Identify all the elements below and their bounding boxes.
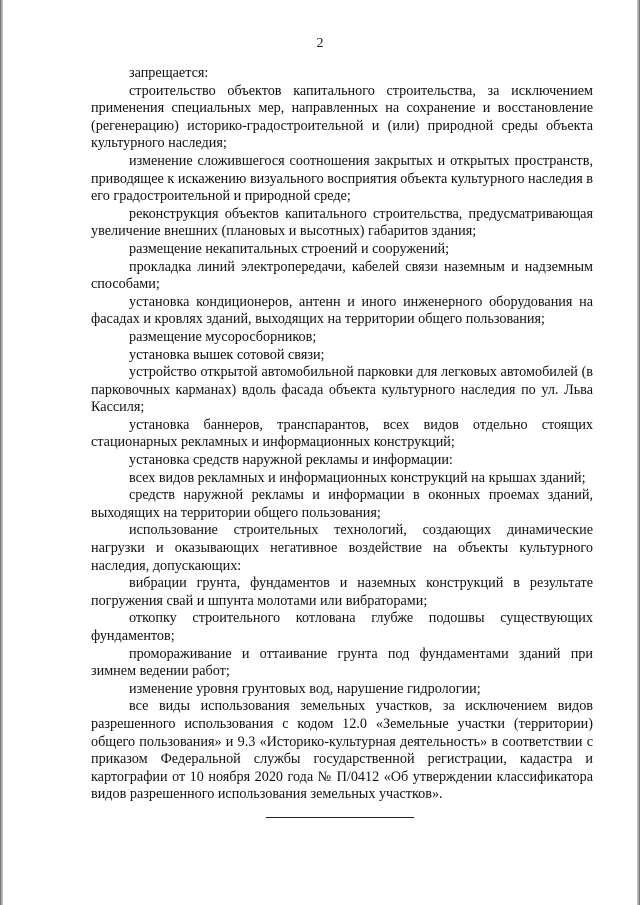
paragraph: строительство объектов капитального строительства, за исключением применения специальных мер, направленных на сохранение и восстановление (регенерацию) историко-градостроительной и (или) природной среды объекта культурного наследия;: [91, 82, 593, 152]
paragraph: использование строительных технологий, создающих динамические нагрузки и оказывающих негативное воздействие на объекты культурного наследия, допускающих:: [91, 522, 593, 574]
paragraph: устройство открытой автомобильной парковки для легковых автомобилей (в парковочных карманах) вдоль фасада объекта культурного наследия по ул. Льва Кассиля;: [91, 364, 593, 416]
page-number: 2: [316, 36, 324, 51]
paragraph-final: все виды использования земельных участков, за исключением видов разрешенного использования с кодом 12.0 «Земельные участки (территории) общего пользования» и 9.3 «Историко-культурная деятельность» в соответствии с приказом Федеральной службы государственной регистрации, кадастра и картографии от 10 ноября 2020 года № П/0412 «Об утверждении классификатора видов разрешенного использования земельных участков».: [91, 698, 593, 803]
paragraph: изменение сложившегося соотношения закрытых и открытых пространств, приводящее к искажению визуального восприятия объекта культурного наследия в его градостроительной и природной среде;: [91, 152, 593, 205]
document-body: [91, 65, 593, 804]
paragraph: средств наружной рекламы и информации в оконных проемах зданий, выходящих на территории общего пользования;: [91, 487, 593, 521]
paragraph: реконструкция объектов капитального строительства, предусматривающая увеличение внешних (плановых и высотных) габаритов здания;: [91, 205, 593, 240]
paragraph: прокладка линий электропередачи, кабелей связи наземным и надземным способами;: [91, 258, 593, 293]
paragraph: установка кондиционеров, антенн и иного инженерного оборудования на фасадах и кровлях зданий, выходящих на территории общего пользования;: [91, 293, 593, 328]
paragraph: изменение уровня грунтовых вод, нарушение гидрологии;: [129, 680, 481, 697]
paragraph: всех видов рекламных и информационных конструкций на крышах зданий;: [129, 469, 586, 486]
paragraph: размещение некапитальных строений и сооружений;: [129, 240, 450, 257]
paragraph: откопку строительного котлована глубже подошвы существующих фундаментов;: [91, 610, 593, 644]
closing-rule: [266, 817, 414, 818]
paragraph-intro: запрещается:: [129, 65, 209, 81]
paragraph: размещение мусоросборников;: [129, 328, 317, 345]
paragraph: установка вышек сотовой связи;: [129, 346, 325, 363]
paragraph: промораживание и оттаивание грунта под фундаментами зданий при зимнем ведении работ;: [91, 645, 593, 680]
paragraph: вибрации грунта, фундаментов и наземных конструкций в результате погружения свай и шпунта молотами или вибраторами;: [91, 575, 593, 609]
paragraph: установка средств наружной рекламы и информации:: [129, 452, 453, 469]
scan-edge-left: [0, 0, 3, 905]
paragraph: установка баннеров, транспарантов, всех видов отдельно стоящих стационарных рекламных и информационных конструкций;: [91, 416, 593, 451]
